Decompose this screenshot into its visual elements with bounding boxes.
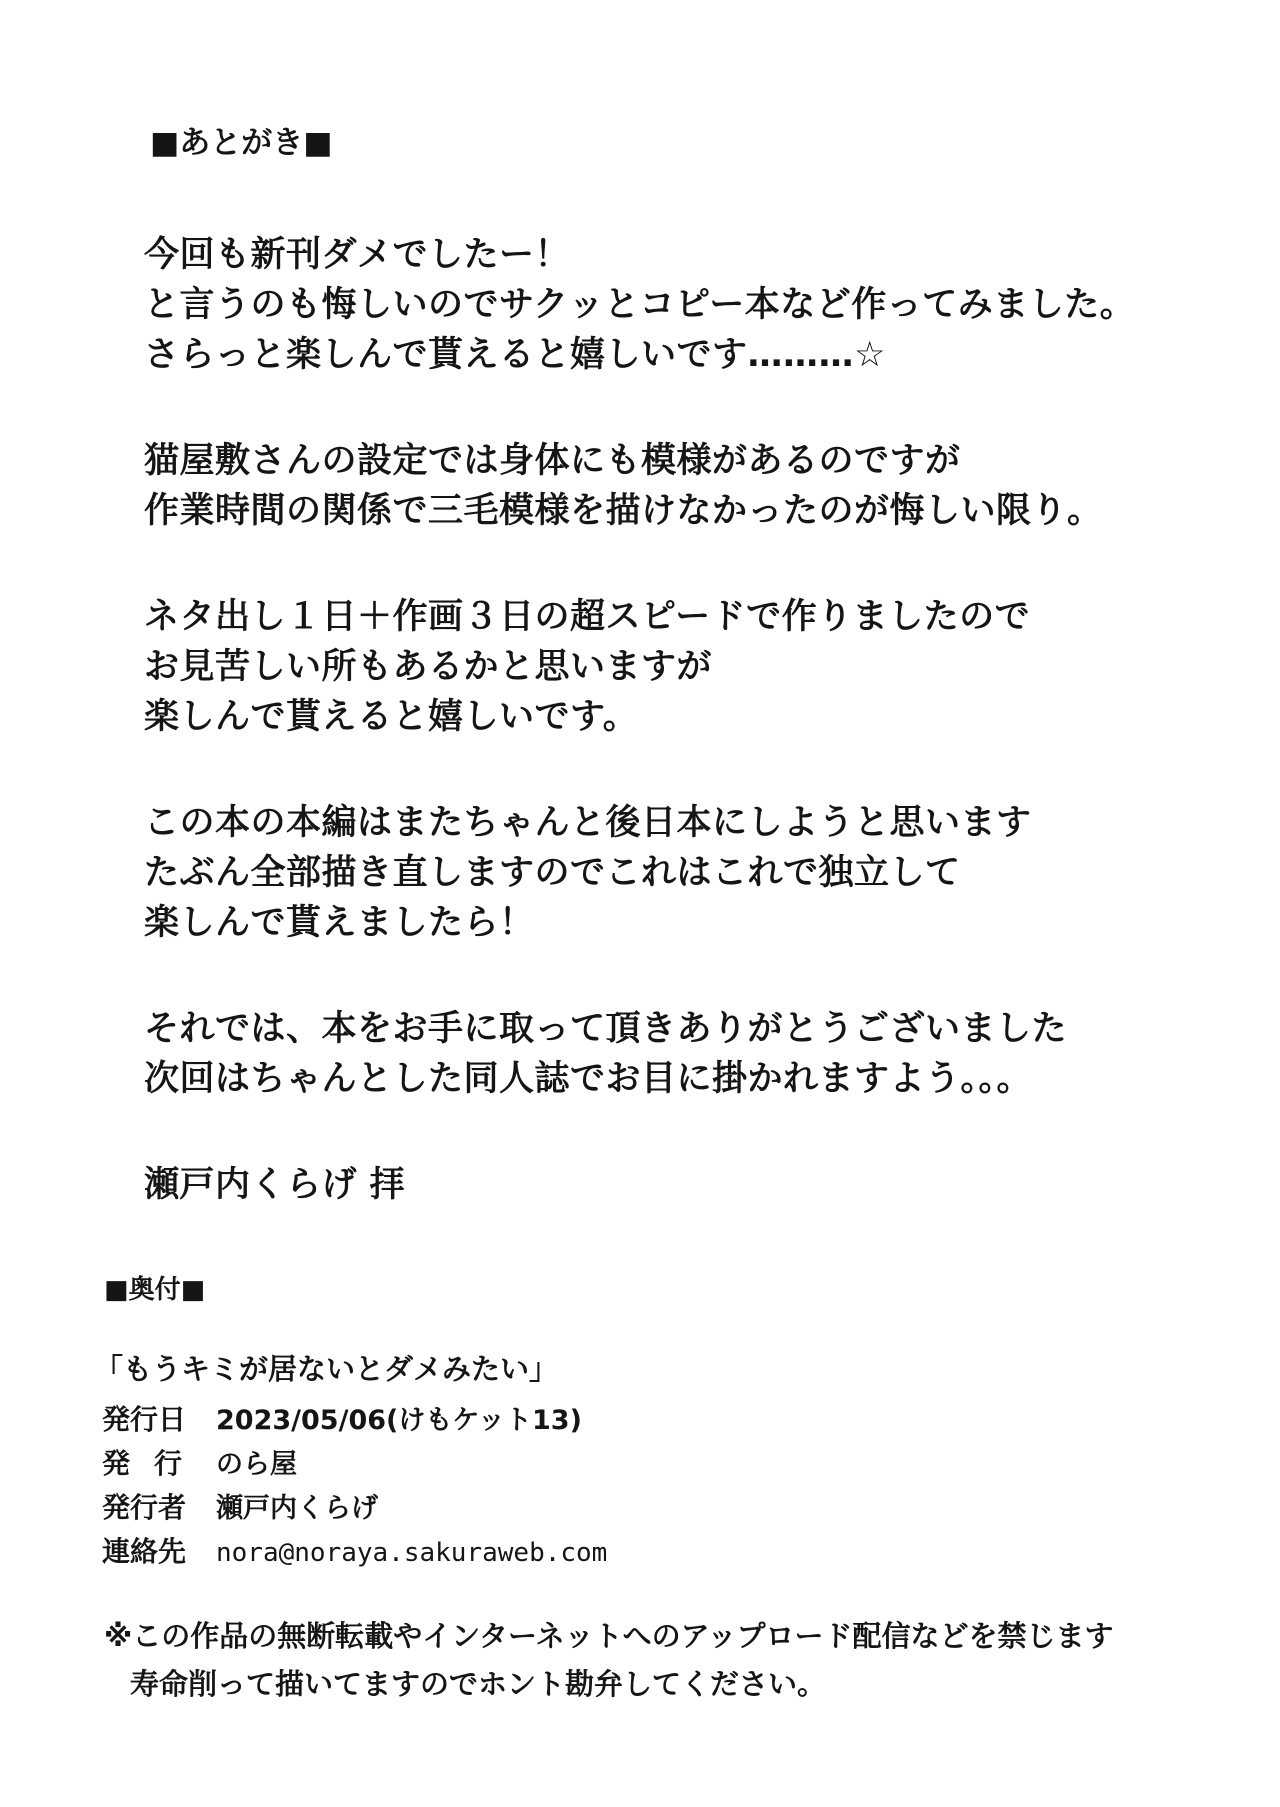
- text-line: 今回も新刊ダメでしたー！: [144, 235, 571, 275]
- text-line: 楽しんで貰えると嬉しいです。: [144, 697, 639, 737]
- colophon-row-issuer: [102, 1486, 607, 1530]
- text-line: 作業時間の関係で三毛模様を描けなかったのが悔しい限り。: [144, 491, 1103, 531]
- colophon-row-publisher: [102, 1442, 607, 1486]
- text-line: それでは、本をお手に取って頂きありがとうございました: [144, 1009, 1068, 1049]
- text-line: と言うのも悔しいのでサクッとコピー本など作ってみました。: [144, 285, 1136, 325]
- text-line: お見苦しい所もあるかと思いますが: [144, 647, 713, 687]
- afterword-paragraph-2: [144, 436, 1184, 536]
- row-label: 発行: [102, 1447, 207, 1480]
- colophon-row-contact: [102, 1530, 607, 1574]
- colophon-table: [102, 1398, 607, 1574]
- row-label: 発行日: [102, 1403, 187, 1436]
- text-line: ネタ出し１日＋作画３日の超スピードで作りましたので: [144, 597, 1031, 637]
- copyright-notice: [104, 1612, 1114, 1708]
- row-label: 連絡先: [102, 1535, 187, 1568]
- book-title: 「もうキミが居ないとダメみたい」: [94, 1352, 559, 1386]
- text-line: たぶん全部描き直しますのでこれはこれで独立して: [144, 853, 961, 893]
- colophon-row-date: [102, 1398, 607, 1442]
- afterword-paragraph-1: [144, 230, 1184, 380]
- afterword-heading: ■あとがき■: [150, 125, 333, 161]
- colophon-heading: ■奥付■: [104, 1275, 206, 1305]
- signature-text: 瀬戸内くらげ 拝: [144, 1165, 406, 1205]
- notice-line: 寿命削って描いてますのでホント勘弁してください。: [130, 1667, 827, 1701]
- row-value: 瀬戸内くらげ: [216, 1493, 378, 1524]
- afterword-paragraph-4: [144, 798, 1184, 948]
- row-value: 2023/05/06(けもケット13): [216, 1405, 582, 1436]
- text-line: 楽しんで貰えましたら！: [144, 903, 535, 943]
- afterword-paragraph-3: [144, 592, 1184, 742]
- contact-email: nora@noraya.sakuraweb.com: [216, 1538, 608, 1568]
- notice-line: ※この作品の無断転載やインターネットへのアップロード配信などを禁じます: [104, 1619, 1114, 1653]
- afterword-body: [144, 230, 1184, 1210]
- text-line: この本の本編はまたちゃんと後日本にしようと思います: [144, 803, 1032, 843]
- author-signature: [144, 1160, 1184, 1210]
- row-label: 発行者: [102, 1491, 187, 1524]
- text-line: さらっと楽しんで貰えると嬉しいです………☆: [144, 335, 886, 375]
- row-value: のら屋: [216, 1449, 297, 1480]
- text-line: 猫屋敷さんの設定では身体にも模様があるのですが: [144, 441, 961, 481]
- text-line: 次回はちゃんとした同人誌でお目に掛かれますよう。。。: [144, 1059, 1033, 1099]
- afterword-paragraph-5: [144, 1004, 1184, 1104]
